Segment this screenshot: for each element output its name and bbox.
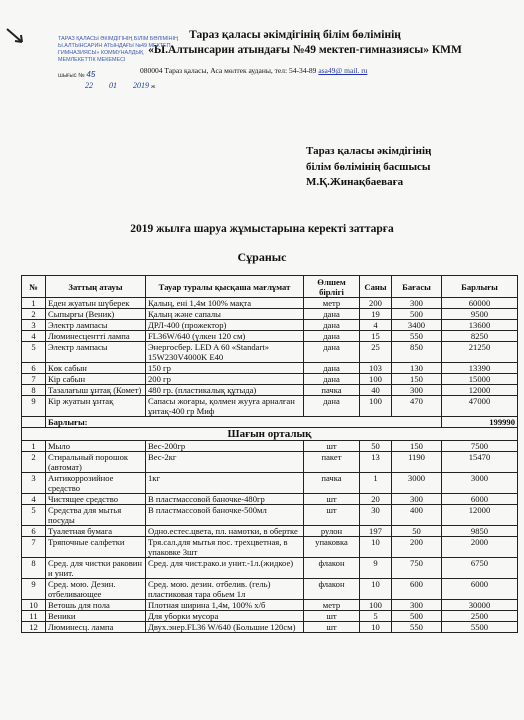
- stamp-line: ГИМНАЗИЯСЫ» КОММУНАЛДЫҚ: [58, 50, 144, 56]
- cell-quantity: 100: [360, 600, 392, 611]
- cell-quantity: 10: [360, 537, 392, 558]
- cell-number: 7: [22, 537, 46, 558]
- cell-quantity: 19: [360, 309, 392, 320]
- cell-total: 12000: [442, 385, 518, 396]
- address-text: 080004 Тараз қаласы, Аса мөлтек ауданы, тел: 54-34-89: [140, 66, 317, 75]
- cell-quantity: 30: [360, 505, 392, 526]
- cell-total: 9500: [442, 309, 518, 320]
- table-row: [22, 452, 518, 473]
- cell-quantity: 5: [360, 611, 392, 622]
- cell-description: Тря.сал.для мытья пос. трехцветная, в упаковке 3шт: [146, 537, 304, 558]
- table-row: [22, 441, 518, 452]
- cell-price: 300: [392, 494, 442, 505]
- header-item-name: Заттың атауы: [46, 276, 146, 298]
- cell-quantity: 13: [360, 452, 392, 473]
- header-price: Бағасы: [392, 276, 442, 298]
- cell-price: 750: [392, 558, 442, 579]
- cell-total: 9850: [442, 526, 518, 537]
- cell-quantity: 20: [360, 494, 392, 505]
- cell-description: ДРЛ-400 (прожектор): [146, 320, 304, 331]
- cell-description: В пластмассовой баночке-500мл: [146, 505, 304, 526]
- cell-number: 10: [22, 600, 46, 611]
- cell-price: 200: [392, 537, 442, 558]
- reg-number: 45: [86, 70, 96, 79]
- cell-number: 1: [22, 298, 46, 309]
- cell-description: Сред. мою. дезин. отбелив. (гель) пластиковая тара обьем 1л: [146, 579, 304, 600]
- cell-price: 550: [392, 331, 442, 342]
- cell-quantity: 4: [360, 320, 392, 331]
- cell-total: 12000: [442, 505, 518, 526]
- cell-unit: флакон: [304, 558, 360, 579]
- cell-number: 6: [22, 363, 46, 374]
- cell-unit: шт: [304, 441, 360, 452]
- cell-quantity: 100: [360, 396, 392, 417]
- cell-total: 7500: [442, 441, 518, 452]
- cell-price: 600: [392, 579, 442, 600]
- cell-description: В пластмассовой баночке-480гр: [146, 494, 304, 505]
- cell-item: Электр лампасы: [46, 320, 146, 331]
- cell-unit: шт: [304, 622, 360, 633]
- cell-description: 200 гр: [146, 374, 304, 385]
- cell-unit: дана: [304, 396, 360, 417]
- cell-description: 1кг: [146, 473, 304, 494]
- cell-number: 2: [22, 309, 46, 320]
- cell-number: 4: [22, 331, 46, 342]
- cell-item: Веники: [46, 611, 146, 622]
- cell-quantity: 103: [360, 363, 392, 374]
- header-number: №: [22, 276, 46, 298]
- section-title: Шағын орталық: [22, 428, 518, 441]
- cell-number: 8: [22, 385, 46, 396]
- cell-price: 50: [392, 526, 442, 537]
- cell-total: 47000: [442, 396, 518, 417]
- cell-price: 300: [392, 600, 442, 611]
- recipient-line: Тараз қаласы әкімдігінің: [306, 145, 432, 157]
- cell-description: Для уборки мусора: [146, 611, 304, 622]
- date-year: 2019: [133, 81, 149, 90]
- cell-unit: рулон: [304, 526, 360, 537]
- table-row: [22, 526, 518, 537]
- cell-total: 6750: [442, 558, 518, 579]
- cell-description: Сред. для чист.рако.и унит.-1л.(жидкое): [146, 558, 304, 579]
- reg-suffix: ж: [151, 84, 156, 90]
- cell-unit: дана: [304, 309, 360, 320]
- cell-description: FL36W/640 (үлкен 120 см): [146, 331, 304, 342]
- section-row: [22, 428, 518, 441]
- cell-quantity: 1: [360, 473, 392, 494]
- cell-total: 3000: [442, 473, 518, 494]
- table-row: [22, 505, 518, 526]
- cell-price: 500: [392, 611, 442, 622]
- recipient-line: білім бөлімінің басшысы: [306, 161, 431, 173]
- cell-unit: флакон: [304, 579, 360, 600]
- email-link[interactable]: asa49@ mail. ru: [318, 66, 368, 75]
- cell-price: 550: [392, 622, 442, 633]
- table-row: [22, 385, 518, 396]
- table-body-part2: [22, 441, 518, 633]
- table-row: [22, 473, 518, 494]
- table-total-row: [22, 417, 518, 428]
- cell-number: 8: [22, 558, 46, 579]
- cell-number: 5: [22, 505, 46, 526]
- reg-prefix: шығыс №: [58, 73, 85, 79]
- cell-total: 15000: [442, 374, 518, 385]
- cell-price: 850: [392, 342, 442, 363]
- cell-item: Тазалағыш ұнтақ (Комет): [46, 385, 146, 396]
- header-quantity: Саны: [360, 276, 392, 298]
- stamp-line: Ы.АЛТЫНСАРИН АТЫНДАҒЫ №49 МЕКТЕП-: [58, 43, 173, 49]
- date-month: 01: [109, 81, 117, 90]
- cell-quantity: 10: [360, 579, 392, 600]
- table-row: [22, 331, 518, 342]
- cell-unit: метр: [304, 600, 360, 611]
- cell-empty: [22, 417, 46, 428]
- cell-number: 3: [22, 320, 46, 331]
- cell-quantity: 40: [360, 385, 392, 396]
- cell-price: 3400: [392, 320, 442, 331]
- registration-number: [58, 70, 95, 79]
- cell-price: 150: [392, 374, 442, 385]
- cell-total: 13600: [442, 320, 518, 331]
- cell-price: 500: [392, 309, 442, 320]
- table-row: [22, 363, 518, 374]
- table-header-row: [22, 276, 518, 298]
- cell-item: Сред. для чистки раковин и унит.: [46, 558, 146, 579]
- header-line2: «Ы.Алтынсарин атындағы №49 мектеп-гимназиясы» КММ: [148, 44, 462, 56]
- stamp-line: ТАРАЗ ҚАЛАСЫ ӘКІМДІГІНІҢ БІЛІМ БӨЛІМІНІҢ: [58, 36, 178, 42]
- cell-number: 4: [22, 494, 46, 505]
- cell-number: 11: [22, 611, 46, 622]
- cell-total: 6000: [442, 579, 518, 600]
- handwritten-arrow-mark: [4, 26, 26, 46]
- cell-price: 300: [392, 298, 442, 309]
- table-row: [22, 579, 518, 600]
- cell-item: Стиральный порошок (автомат): [46, 452, 146, 473]
- address-line: [140, 66, 368, 75]
- cell-unit: дана: [304, 374, 360, 385]
- total-label: Барлығы:: [46, 417, 442, 428]
- cell-price: 130: [392, 363, 442, 374]
- cell-quantity: 15: [360, 331, 392, 342]
- cell-item: Люминесц. лампа: [46, 622, 146, 633]
- cell-number: 9: [22, 396, 46, 417]
- cell-unit: шт: [304, 505, 360, 526]
- registration-date: [85, 81, 155, 90]
- cell-item: Көк сабын: [46, 363, 146, 374]
- cell-unit: пакет: [304, 452, 360, 473]
- cell-total: 5500: [442, 622, 518, 633]
- cell-number: 6: [22, 526, 46, 537]
- cell-unit: шт: [304, 494, 360, 505]
- cell-item: Люминесцентті лампа: [46, 331, 146, 342]
- cell-item: Ветошь для пола: [46, 600, 146, 611]
- cell-total: 60000: [442, 298, 518, 309]
- cell-number: 2: [22, 452, 46, 473]
- cell-total: 2500: [442, 611, 518, 622]
- cell-item: Кір жуатын ұнтақ: [46, 396, 146, 417]
- cell-item: Мыло: [46, 441, 146, 452]
- table-row: [22, 309, 518, 320]
- cell-description: Вес-200гр: [146, 441, 304, 452]
- cell-item: Кір сабын: [46, 374, 146, 385]
- table-body-part1: [22, 298, 518, 441]
- cell-total: 6000: [442, 494, 518, 505]
- cell-price: 3000: [392, 473, 442, 494]
- cell-price: 1190: [392, 452, 442, 473]
- cell-item: Сред. мою. Дезин. отбеливающее: [46, 579, 146, 600]
- cell-number: 5: [22, 342, 46, 363]
- cell-item: Чистящее средство: [46, 494, 146, 505]
- cell-item: Антикоррозийное средство: [46, 473, 146, 494]
- cell-description: Сапасы жоғары, қолмен жууға арналған ұнтақ-400 гр Миф: [146, 396, 304, 417]
- cell-price: 300: [392, 385, 442, 396]
- cell-description: 150 гр: [146, 363, 304, 374]
- cell-total: 30000: [442, 600, 518, 611]
- cell-item: Туалетная бумага: [46, 526, 146, 537]
- cell-unit: метр: [304, 298, 360, 309]
- cell-item: Сыпырғы (Веник): [46, 309, 146, 320]
- cell-unit: пачка: [304, 473, 360, 494]
- supplies-table: [21, 275, 518, 633]
- cell-quantity: 197: [360, 526, 392, 537]
- table-row: [22, 600, 518, 611]
- cell-item: Тряпочные салфетки: [46, 537, 146, 558]
- header-total: Барлығы: [442, 276, 518, 298]
- cell-quantity: 100: [360, 374, 392, 385]
- table-row: [22, 558, 518, 579]
- cell-total: 2000: [442, 537, 518, 558]
- cell-quantity: 10: [360, 622, 392, 633]
- header-description: Тауар туралы қысқаша мағлұмат: [146, 276, 304, 298]
- cell-unit: дана: [304, 331, 360, 342]
- cell-description: Одно.естес.цвета, пл. намотки, в обертке: [146, 526, 304, 537]
- document-subtitle: Сұраныс: [237, 250, 287, 264]
- table-row: [22, 298, 518, 309]
- cell-unit: шт: [304, 611, 360, 622]
- date-day: 22: [85, 81, 93, 90]
- cell-number: 9: [22, 579, 46, 600]
- stamp-line: МЕМЛЕКЕТТІК МЕКЕМЕСІ: [58, 57, 126, 63]
- cell-number: 12: [22, 622, 46, 633]
- table-row: [22, 611, 518, 622]
- cell-description: Қалың, ені 1,4м 100% мақта: [146, 298, 304, 309]
- cell-description: 480 гр. (пластикалық құтыда): [146, 385, 304, 396]
- cell-number: 3: [22, 473, 46, 494]
- header-unit: Өлшем бірлігі: [304, 276, 360, 298]
- cell-quantity: 200: [360, 298, 392, 309]
- cell-price: 400: [392, 505, 442, 526]
- cell-unit: дана: [304, 363, 360, 374]
- table-row: [22, 396, 518, 417]
- cell-number: 1: [22, 441, 46, 452]
- cell-description: Двух.энер.FL36 W/640 (Большие 120см): [146, 622, 304, 633]
- cell-total: 8250: [442, 331, 518, 342]
- cell-description: Энергосбер. LED A 60 «Standart» 15W230V4000K E40: [146, 342, 304, 363]
- cell-quantity: 50: [360, 441, 392, 452]
- cell-number: 7: [22, 374, 46, 385]
- cell-total: 21250: [442, 342, 518, 363]
- document-title: 2019 жылға шаруа жұмыстарына керекті заттарға: [130, 223, 394, 235]
- cell-item: Электр лампасы: [46, 342, 146, 363]
- cell-price: 470: [392, 396, 442, 417]
- table-row: [22, 622, 518, 633]
- table-row: [22, 342, 518, 363]
- cell-quantity: 9: [360, 558, 392, 579]
- table-row: [22, 537, 518, 558]
- cell-description: Қалың және сапалы: [146, 309, 304, 320]
- cell-unit: упаковка: [304, 537, 360, 558]
- cell-total: 13390: [442, 363, 518, 374]
- table-row: [22, 320, 518, 331]
- cell-item: Еден жуатын шүберек: [46, 298, 146, 309]
- table-row: [22, 374, 518, 385]
- recipient-line: М.Қ.Жинақбаеваға: [306, 176, 404, 188]
- cell-description: Плотная ширина 1,4м, 100% х/б: [146, 600, 304, 611]
- cell-unit: пачка: [304, 385, 360, 396]
- total-value: 199990: [442, 417, 518, 428]
- header-line1: Тараз қаласы әкімдігінің білім бөлімінің: [189, 29, 401, 41]
- cell-total: 15470: [442, 452, 518, 473]
- cell-description: Вес-2кг: [146, 452, 304, 473]
- cell-price: 150: [392, 441, 442, 452]
- cell-item: Средства для мытья посуды: [46, 505, 146, 526]
- cell-quantity: 25: [360, 342, 392, 363]
- cell-unit: дана: [304, 320, 360, 331]
- table-row: [22, 494, 518, 505]
- cell-unit: дана: [304, 342, 360, 363]
